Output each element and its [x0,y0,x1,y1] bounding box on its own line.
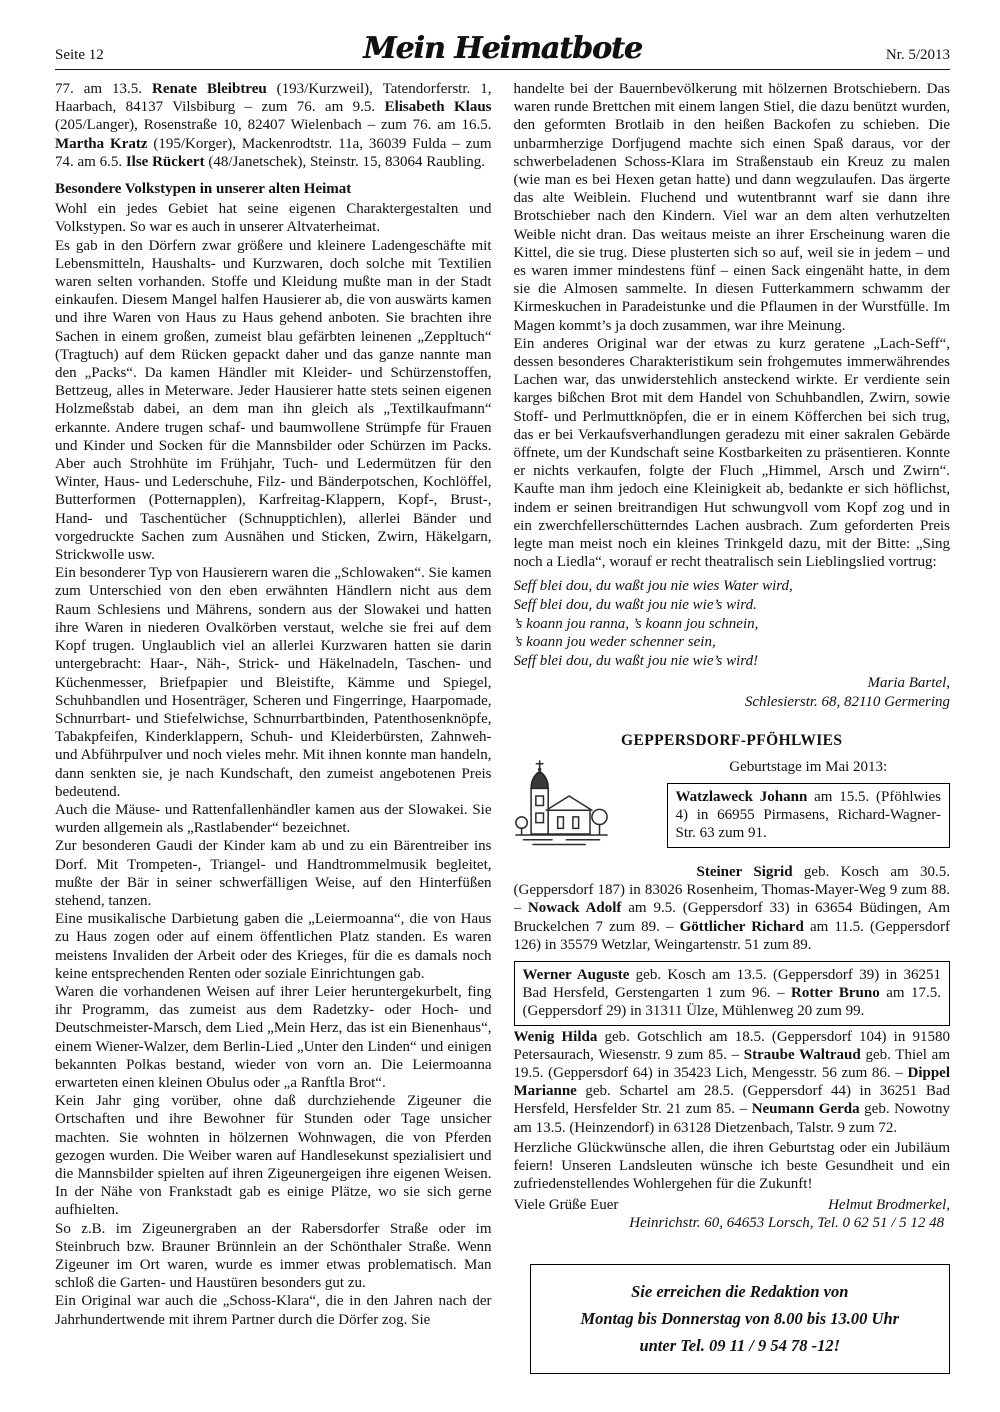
article-paragraph: Waren die vorhandenen Weisen auf ihrer Leier heruntergekurbelt, fing ihr Programm, das zumeist aus dem Radetzky- oder Hoch- und Deutschmeister-Marsch, dem Lied „Mein Herz, das ist ein Bienenhaus“, einem Wiener-Walzer, dem Berlin-Lied „Unter den Linden“ und einigen bekannten Polkas bestand, wieder von vorn an. Die Leiermoanna erwarteten einen kleinen Obulus oder „a Ranftla Brot“. [55,983,492,1091]
article-paragraph: Ein Original war auch die „Schoss-Klara“, die in den Jahren nach der Jahrhundertwende mit ihrem Partner durch die Dörfer zog. Sie [55,1293,492,1328]
redaktion-line: Montag bis Donnerstag von 8.00 bis 13.00 Uhr [580,1309,900,1328]
article-paragraph: Ein anderes Original war der etwas zu kurz geratene „Lach-Seff“, dessen besonderes Charakteristikum sein frohgemutes immerwährendes Lachen war, das unwiderstehlich ansteckend wirkte. Er verdiente sein karges bißchen Brot mit dem Handel von Schuhbandlen, Zwirn, sowie Stoff- und Perlmuttknöpfen, die er in einem Köfferchen bei sich trug, das er bei Verkaufsverhandlungen geradezu mit einer sakralen Gebärde öffnete, um der Kundschaft seine Kostbarkeiten zu präsentieren. Konnte er nichts verkaufen, folgte der Fluch „Himmel, Arsch und Zwirn“. Kaufte man ihm jedoch eine Kleinigkeit ab, bedankte er sich höflichst, indem er seinen breitrandigen Hut schwungvoll vom Kopf zog und in ein zwerchfellerschütterndes Lachen ausbrach. Zum geforderten Preis legte man meist noch ein kleines Trinkgeld dazu, mit der Bitte: „Sing noch a Liedla“, worauf er recht theatralisch sein Lieblingslied vortrug: [513,335,950,571]
right-column-content [514,80,951,1232]
masthead-title: Mein Heimatbote [363,31,642,66]
article-paragraph: Wohl ein jedes Gebiet hat seine eigenen Charaktergestalten und Volkstypen. So war es auch in unserer Altvaterheimat. [55,201,492,236]
article-paragraph: Ein besonderer Typ von Hausierern waren die „Schlowaken“. Sie kamen zum Unterschied von den eben erwähnten Händlern nicht aus dem Raum Schlesiens und Mährens, sondern aus der Slowakei und hatten ihre Waren in niederen Ovalkörben verstaut, welche sie frei auf dem Kopf trugen. Unglaublich viel an allerlei Kurzwaren hatten sie darin untergebracht: Haar-, Näh-, Strick- und Häkelnadeln, Taschen- und Küchenmesser, Briefpapier und Bleistifte, Kämme und Spiegel, Schuhbandlen und Hosenträger, Scheren und Fingerringe, Haarpomade, Schnurrbart- und Stiefelwichse, Schnurrbartbinden, Patenthosenknöpfe, Tabakpfeifen, Kinderklappern, Schuh- und Kleiderbürsten, Zahnweh- und Abführpulver und noch vieles mehr. Mit ihnen konnte man handeln, dann senkten sie, je nach Kundschaft, den zumeist angebotenen Preis bedeutend. [55,565,492,800]
article-paragraph: Zur besonderen Gaudi der Kinder kam ab und zu ein Bärentreiber ins Dorf. Mit Trompeten-, Triangel- und Handtrommelmusik begleitet, mußte der Bär in seiner schwerfälligen Weise, auf den Hinterfüßen stehend, tanzen. [55,838,492,909]
highlight-box-watzlaweck: Watzlaweck Johann am 15.5. (Pföhlwies 4) in 66955 Pirmasens, Richard-Wagner-Str. 63 zum 91. [667,783,951,848]
poem-line: Seff blei dou, du waßt jou nie wies Water wird, [513,578,793,595]
two-column-layout [55,80,950,1412]
redaktion-line: Sie erreichen die Redaktion von [631,1282,849,1301]
greeting-text: Viele Grüße Euer [513,1196,619,1213]
birthday-paragraph: Wenig Hilda geb. Gotschlich am 18.5. (Geppersdorf 104) in 91580 Petersaurach, Wiesenstr. 9 zum 85. – Straube Waltraud geb. Thiel am 19.5. (Geppersdorf 64) in 35423 Lich, Mengesstr. 56 zum 86. – Dippel Marianne geb. Schartel am 28.5. (Geppersdorf 44) in 36251 Bad Hersfeld, Hersfelder Str. 21 zum 85. – Neumann Gerda geb. Nowotny am 13.5. (Heinzendorf) in 63128 Dietzenbach, Talstr. 9 zum 72. [513,1028,950,1136]
signature-name: Helmut Brodmerkel, [828,1196,950,1213]
greeting-line [514,1196,951,1214]
birthday-list-continuation: 77. am 13.5. Renate Bleibtreu (193/Kurzweil), Tatendorferstr. 1, Haarbach, 84137 Vilsbiburg – zum 76. am 9.5. Elisabeth Klaus (205/Langer), Rosenstraße 10, 82407 Wielenbach – zum 76. am 16.5. Martha Kratz (195/Korger), Mackenrodtstr. 11a, 36039 Fulda – zum 74. am 6.5. Ilse Rückert (48/Janetschek), Steinstr. 15, 83064 Raubling. [55,81,492,170]
page-number: Seite 12 [55,46,104,63]
right-column [514,80,951,1412]
highlight-box-werner-rotter: Werner Auguste geb. Kosch am 13.5. (Geppersdorf 39) in 36251 Bad Hersfeld, Gerstengarten 1 zum 96. – Rotter Bruno am 17.5. (Geppersdorf 29) in 31311 Ülze, Mühlenweg 20 zum 99. [514,961,951,1026]
section-head-right [667,758,951,848]
birthday-paragraph: Steiner Sigrid geb. Kosch am 30.5. (Geppersdorf 187) in 83026 Rosenheim, Thomas-Mayer-Weg 9 zum 88. – Nowack Adolf am 9.5. (Geppersdorf 33) in 63654 Büdingen, Am Bruckelchen 7 zum 89. – Göttlicher Richard am 11.5. (Geppersdorf 126) in 35579 Wetzlar, Weingartenstr. 51 zum 89. [513,864,950,953]
poem-line: Seff blei dou, du waßt jou nie wie’s wird. [513,597,757,614]
section-head [514,758,951,859]
article-heading: Besondere Volkstypen in unserer alten Heimat [55,181,352,198]
article-paragraph: handelte bei der Bauernbevölkerung mit hölzernen Brotschiebern. Das waren runde Brettchen mit einem langen Stiel, die dazu benützt wurden, den geformten Brotlaib in den heißen Backofen zu schieben. Die unbarmherzige Dorfjugend machte sich einen Spaß daraus, vor der schwerbeladenen Schoss-Klara im Straßenstaub ein Kreuz zu malen (wie man es bei Hexen getan hatte) und dann wegzulaufen. Das ärgerte das alte Weiblein. Fluchend und wutentbrannt warf sie dann ihre Brotschieber nach den Kindern. Viel war an dem alten verhutzelten Weible nicht dran. Das weitaus meiste an ihrer Erscheinung waren die Kittel, die sie trug. Diese plusterten sich so auf, weil sie in jedem – und es waren immer mindestens fünf – einen Sack eingenäht hatte, in dem sie die Almosen sammelte. In diesen Futterkammern schwamm der Kirmeskuchen in Paradeistunke und die Pflaumen in der Wurstfülle. Im Magen kommt’s ja doch zusammen, war ihre Meinung. [513,81,950,334]
redaktion-line: unter Tel. 09 11 / 9 54 78 -12! [639,1336,841,1355]
poem-author: Maria Bartel, [867,675,950,692]
article-paragraph: Kein Jahr ging vorüber, ohne daß durchziehende Zigeuner die Ortschaften und ihre Bewohner für Stunden oder Tage unsicher machten. Sie wohnten in hölzernen Wohnwagen, die von Pferden gezogen wurden. Die Weiber waren auf Handlesekunst spezialisiert und die Mannsbilder spielten auf ihren Zigeunergeigen ihre eigenen Weisen. In der Nähe von Frankstadt gab es einige Plätze, wo sie sich gerne aufhielten. [55,1093,492,1219]
article-paragraph: Es gab in den Dörfern zwar größere und kleinere Ladengeschäfte mit Lebensmitteln, Haushalts- und Kurzwaren, doch solche mit Textilien waren selten vorhanden. Stoffe und Kleidung mußte man in der Stadt einkaufen. Diesem Mangel halfen Hausierer ab, die von auswärts kamen und ihre Waren von Haus zu Haus gehend anboten. Sie brachten ihre Sachen in einem großen, zumeist blau gefärbten leinenen „Zeppltuch“ (Tragtuch) auf dem Rücken gepackt daher und das ganze nannte man den „Packs“. Da kamen Händler mit Kleider- und Schürzenstoffen, Bettzeug, alles in Meterware. Jeder Hausierer hatte stets seinen eigenen Holzmeßstab dabei, an dem man ihn gleich als „Textilkaufmann“ erkannte. Andere trugen schaf- und baumwollene Strümpfe für Frauen und Kinder und Socken für die Mannsbilder oder Schürzen im Packs. Aber auch Strohhüte im Frühjahr, Tuch- und Ledermützen für den Winter, Haus- und Lederschuhe, Filz- und Bänderpotschen, Kochlöffel, Butterformen (Potternapplen), Karfreitag-Klappern, Kopf-, Brust-, Hand- und Taschentücher (Schnupptichlen), allerlei Bänder und vorgedruckte Sachen zum Ausnähen und Sticken, Zwirn, Häkelgarn, Strickwolle usw. [55,237,492,564]
closing-wishes: Herzliche Glückwünsche allen, die ihren Geburtstag oder ein Jubiläum feiern! Unseren Landsleuten wünsche ich beste Gesundheit und ein zufriedenstellendes Wohlergehen für die Zukunft! [513,1139,950,1193]
poem-line: Seff blei dou, du waßt jou nie wie’s wird! [513,652,759,669]
dialect-poem [514,577,951,670]
section-title-geppersdorf: GEPPERSDORF-PFÖHLWIES [621,731,843,749]
page-header [55,31,950,70]
poem-line: ’s koann jou weder schenner sein, [513,634,716,651]
church-illustration [514,758,609,859]
birthdays-subtitle: Geburtstage im Mai 2013: [729,758,888,775]
church-icon [514,758,609,854]
signature-address: Heinrichstr. 60, 64653 Lorsch, Tel. 0 62 51 / 5 12 48 [629,1214,945,1231]
left-column [55,80,492,1412]
article-paragraph: Auch die Mäuse- und Rattenfallenhändler kamen aus der Slowakei. Sie wurden allgemein als „Rastlabender“ bezeichnet. [55,801,492,837]
issue-number: Nr. 5/2013 [885,46,950,63]
poem-author-address: Schlesierstr. 68, 82110 Germering [744,694,950,711]
poem-line: ’s koann jou ranna, ’s koann jou schnein, [513,615,759,632]
redaktion-contact-box [530,1264,951,1374]
article-paragraph: Eine musikalische Darbietung gaben die „Leiermoanna“, die von Haus zu Haus zogen oder auf einem öffentlichen Platz standen. Es waren meistens Invaliden der Arbeit oder des Krieges, für die es damals noch keine entsprechenden Renten oder soziale Einrichtungen gab. [55,911,492,982]
article-paragraph: So z.B. im Zigeunergraben an der Rabersdorfer Straße oder im Steinbruch bzw. Brauner Brünnlein an der Schönthaler Straße. Wenn Zigeuner im Ort waren, wurde es immer etwas problematisch. Man schloß die Garten- und Haustüren besonders gut zu. [55,1220,492,1292]
